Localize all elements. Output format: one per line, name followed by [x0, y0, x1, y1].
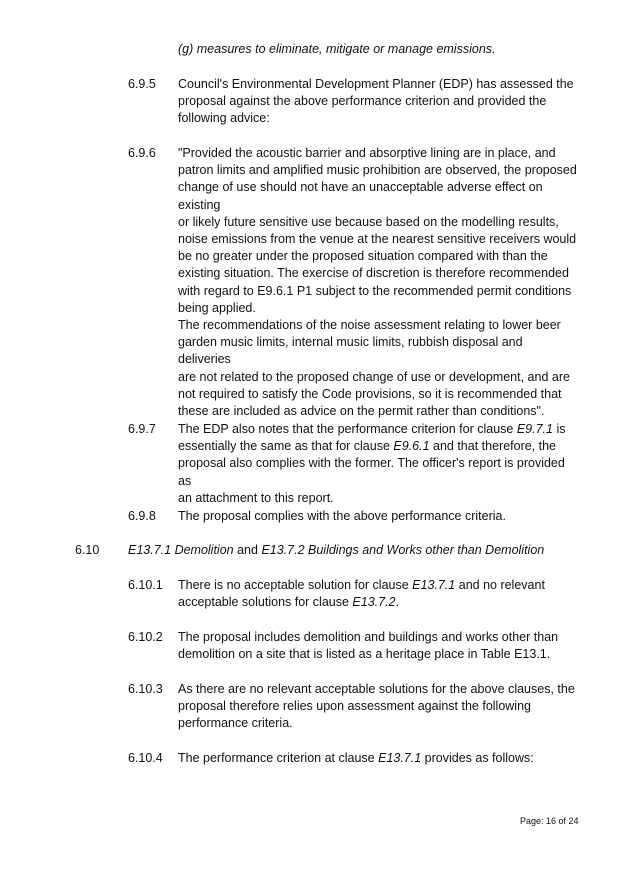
clause-ref: E13.7.2	[352, 595, 396, 610]
section-heading-6-10	[128, 542, 544, 559]
text-line: performance criteria.	[178, 716, 293, 731]
text-line: garden music limits, internal music limits, rubbish disposal and deliveries	[178, 335, 523, 367]
text-line: noise emissions from the venue at the nearest sensitive receivers would	[178, 232, 577, 247]
para-6-9-7-text	[178, 421, 578, 507]
clause-ref: E13.7.2 Buildings and Works other than Demolition	[261, 543, 545, 557]
text-line: be no greater under the proposed situation compared with than the	[178, 249, 548, 264]
text-line: not required to satisfy the Code provisions, so it is recommended that	[178, 386, 562, 401]
text-line: patron limits and amplified music prohibition are observed, the proposed	[178, 163, 577, 178]
page-number-footer: Page: 16 of 24	[520, 816, 579, 826]
text-run: The EDP also notes that the performance criterion for clause	[178, 422, 517, 436]
heading-run: Demolition	[171, 543, 234, 557]
text-line	[178, 421, 578, 438]
text-line: proposal therefore relies upon assessment against the following	[178, 699, 531, 714]
text-run: and no relevant	[455, 578, 545, 592]
para-number-6-10-3: 6.10.3	[128, 682, 163, 696]
text-line: an attachment to this report.	[178, 490, 334, 505]
para-6-9-6-quote	[178, 145, 578, 317]
text-run: is	[552, 422, 566, 436]
para-6-9-8-text: The proposal complies with the above performance criteria.	[178, 509, 506, 523]
section-number-6-10: 6.10	[75, 543, 100, 557]
text-line: existing situation. The exercise of discretion is therefore recommended	[178, 266, 569, 281]
para-6-10-4-text	[178, 750, 578, 767]
text-run: acceptable solutions for clause	[178, 595, 353, 610]
para-6-10-3-text	[178, 681, 578, 733]
text-line	[178, 594, 578, 611]
para-number-6-9-5: 6.9.5	[128, 77, 156, 91]
para-number-6-9-8: 6.9.8	[128, 509, 156, 523]
text-line: proposal against the above performance criterion and provided the	[178, 94, 547, 109]
text-line: As there are no relevant acceptable solutions for the above clauses, the	[178, 682, 575, 696]
text-line: "Provided the acoustic barrier and absorptive lining are in place, and	[178, 146, 556, 160]
para-6-10-2-text	[178, 629, 578, 663]
text-run: provides as follows:	[421, 751, 534, 765]
text-line	[178, 438, 578, 455]
criterion-item-g: (g) measures to eliminate, mitigate or manage emissions.	[178, 42, 496, 56]
text-run: The performance criterion at clause	[178, 751, 379, 765]
text-line: The recommendations of the noise assessment relating to lower beer	[178, 318, 561, 332]
para-number-6-10-4: 6.10.4	[128, 751, 163, 765]
text-line: The proposal includes demolition and buildings and works other than	[178, 630, 559, 644]
text-line	[178, 577, 578, 594]
text-line: are not related to the proposed change of use or development, and are	[178, 369, 570, 384]
text-line: these are included as advice on the permit rather than conditions".	[178, 404, 545, 419]
para-number-6-10-2: 6.10.2	[128, 630, 163, 644]
text-run: and that therefore, the	[429, 439, 557, 454]
text-line: following advice:	[178, 111, 270, 126]
text-run: There is no acceptable solution for clause	[178, 578, 413, 592]
text-line: or likely future sensitive use because based on the modelling results,	[178, 214, 559, 229]
para-number-6-9-7: 6.9.7	[128, 422, 156, 436]
heading-run: and	[233, 543, 262, 557]
text-line: change of use should not have an unacceptable adverse effect on existing	[178, 180, 543, 212]
para-number-6-10-1: 6.10.1	[128, 578, 163, 592]
text-line	[178, 750, 578, 767]
para-6-9-5-text	[178, 76, 578, 128]
clause-ref: E13.7.1	[128, 543, 172, 557]
text-line: with regard to E9.6.1 P1 subject to the recommended permit conditions	[178, 283, 572, 298]
clause-ref: E13.7.1	[378, 751, 422, 765]
text-line: proposal also complies with the former. The officer's report is provided as	[178, 456, 565, 488]
text-line: being applied.	[178, 300, 256, 315]
text-line: Council's Environmental Development Planner (EDP) has assessed the	[178, 77, 574, 91]
clause-ref: E13.7.1	[412, 578, 456, 592]
text-line: demolition on a site that is listed as a heritage place in Table E13.1.	[178, 647, 551, 662]
clause-ref: E9.7.1	[516, 422, 553, 436]
para-6-9-6-quote-cont	[178, 317, 578, 420]
text-run: .	[395, 595, 399, 610]
para-number-6-9-6: 6.9.6	[128, 146, 156, 160]
text-run: essentially the same as that for clause	[178, 439, 394, 454]
clause-ref: E9.6.1	[393, 439, 430, 454]
para-6-10-1-text	[178, 577, 578, 611]
